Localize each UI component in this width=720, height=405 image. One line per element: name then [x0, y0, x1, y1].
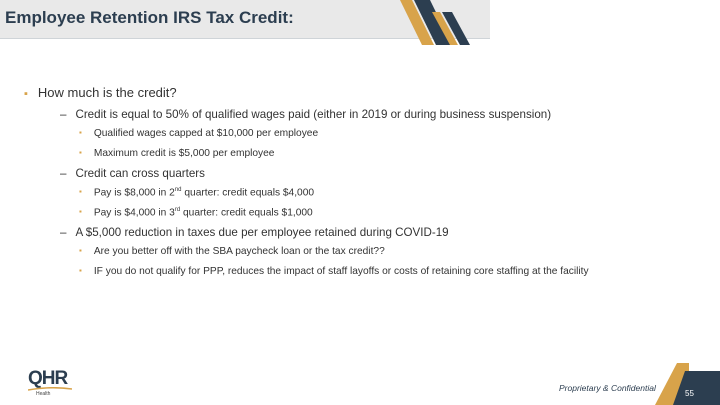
sub-item-text: Maximum credit is $5,000 per employee — [93, 148, 275, 159]
sub-list-item — [79, 148, 274, 159]
sub-item-text: Pay is $4,000 in 3 — [93, 207, 175, 219]
sub-list-item — [79, 266, 589, 277]
dash-icon: – — [60, 226, 67, 239]
corner-shape — [655, 363, 720, 405]
ordinal-suffix: nd — [174, 187, 182, 193]
list-item — [60, 167, 205, 180]
logo-text: QHR — [28, 368, 68, 389]
dash-icon: – — [60, 108, 67, 121]
list-item — [60, 226, 449, 239]
item-text: Credit can cross quarters — [75, 167, 205, 180]
list-item — [60, 108, 551, 121]
sub-item-text: Pay is $8,000 in 2 — [93, 187, 175, 199]
sub-item-text-cont: quarter: credit equals $1,000 — [180, 207, 313, 219]
sub-item-text-cont: quarter: credit equals $4,000 — [181, 187, 315, 199]
heading-text: How much is the credit? — [37, 85, 177, 100]
page-number: 55 — [685, 389, 694, 398]
qhr-logo — [28, 368, 74, 400]
sub-list-item — [79, 187, 314, 198]
footer-label: Proprietary & Confidential — [559, 383, 656, 393]
slide-title: Employee Retention IRS Tax Credit: — [5, 8, 294, 27]
bullet-icon: ▪ — [79, 128, 82, 137]
bullet-icon: ▪ — [79, 187, 82, 197]
dash-icon: – — [60, 167, 67, 180]
item-text: Credit is equal to 50% of qualified wages paid (either in 2019 or during business suspension) — [75, 108, 552, 121]
bullet-icon: ▪ — [24, 88, 28, 100]
item-text: A $5,000 reduction in taxes due per employee retained during COVID-19 — [75, 226, 449, 239]
sub-list-item — [79, 207, 313, 218]
sub-item-text: Qualified wages capped at $10,000 per employee — [93, 128, 319, 139]
ordinal-suffix: rd — [174, 207, 181, 213]
sub-list-item — [79, 246, 385, 257]
logo-subtext: Health — [36, 391, 51, 397]
bullet-icon: ▪ — [79, 246, 82, 255]
bullet-icon: ▪ — [79, 148, 82, 157]
bullet-icon: ▪ — [79, 266, 82, 275]
sub-item-text: IF you do not qualify for PPP, reduces the impact of staff layoffs or costs of retaining core staffing at the facility — [93, 266, 589, 277]
sub-list-item — [79, 128, 318, 139]
bullet-icon: ▪ — [79, 207, 82, 217]
sub-item-text: Are you better off with the SBA paycheck loan or the tax credit?? — [93, 246, 385, 257]
bullet-heading — [24, 85, 177, 100]
